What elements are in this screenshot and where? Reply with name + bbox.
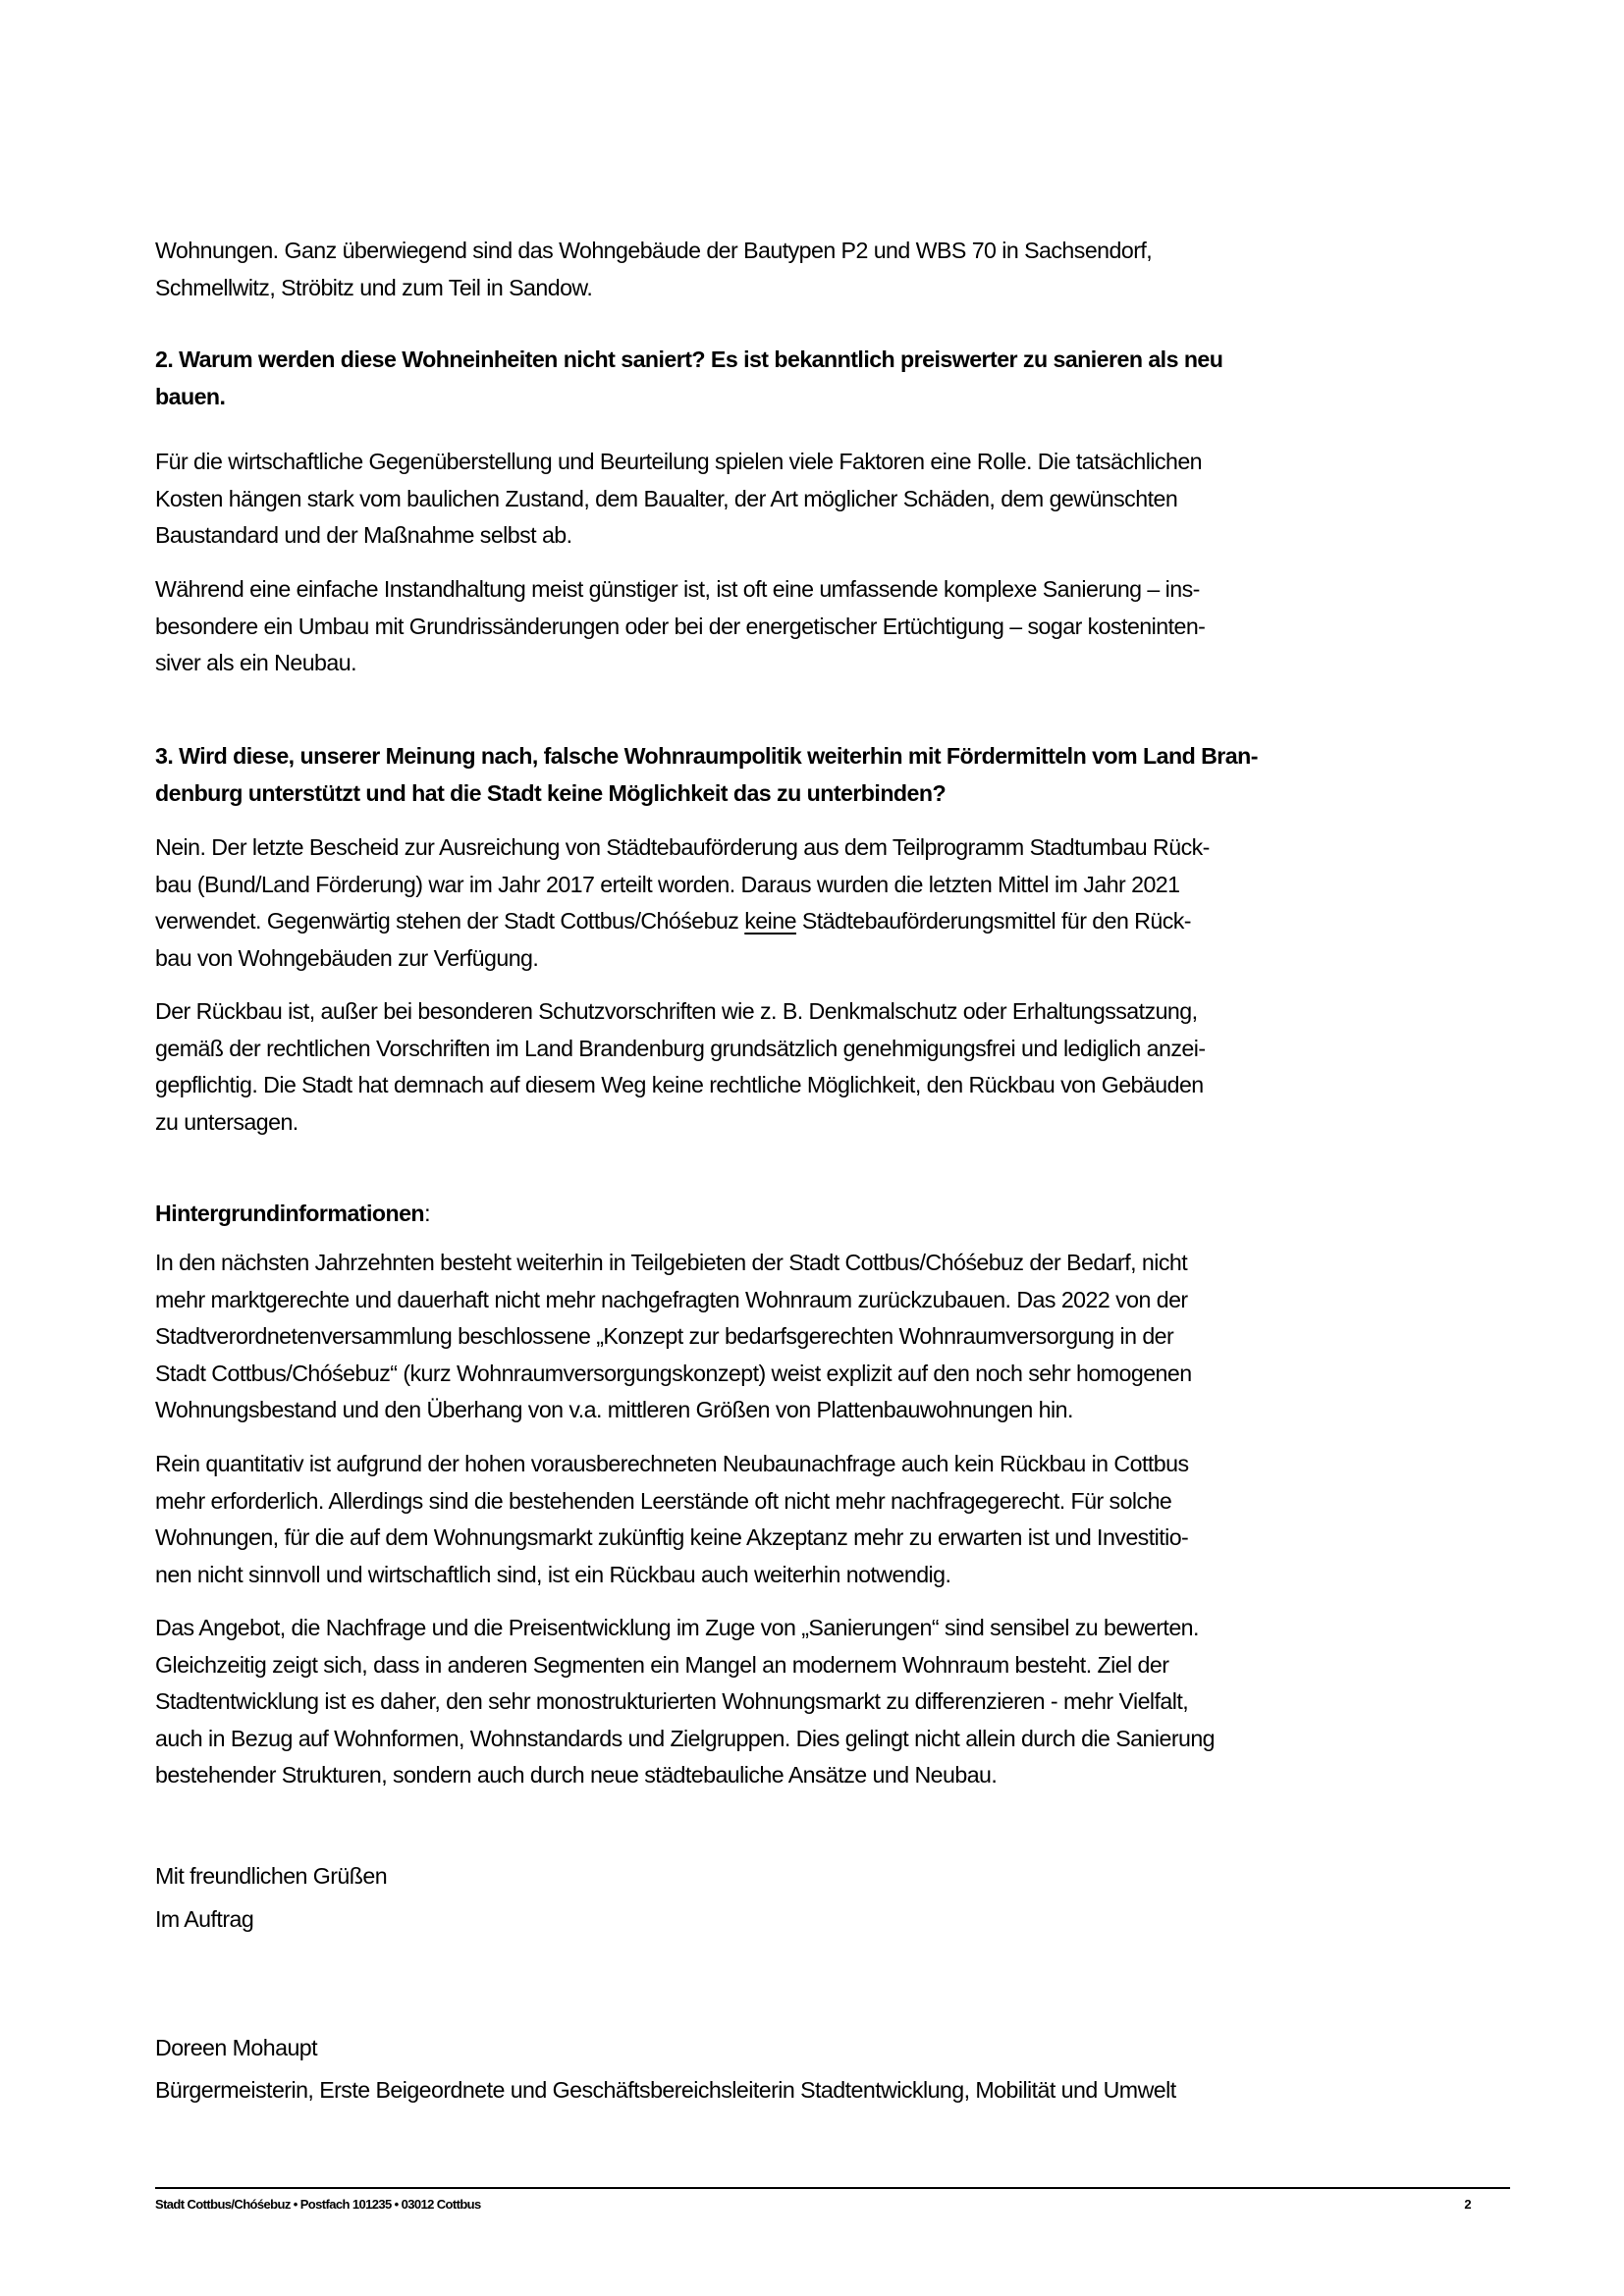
text-line: Während eine einfache Instandhaltung meist günstiger ist, ist oft eine umfassende komplexe Sanierung – ins- [155, 576, 1200, 602]
text-line: Wohnungsbestand und den Überhang von v.a. mittleren Größen von Plattenbauwohnungen hin. [155, 1397, 1073, 1422]
text-line: mehr marktgerechte und dauerhaft nicht mehr nachgefragten Wohnraum zurückzubauen. Das 2022 von der [155, 1286, 1188, 1312]
text-line: Schmellwitz, Ströbitz und zum Teil in Sandow. [155, 274, 593, 300]
text-line: denburg unterstützt und hat die Stadt keine Möglichkeit das zu unterbinden? [155, 779, 947, 806]
text-line: besondere ein Umbau mit Grundrissänderungen oder bei der energetischer Ertüchtigung – sogar kosteninten- [155, 613, 1206, 639]
signer-name: Doreen Mohaupt [155, 2035, 318, 2060]
intro-paragraph [155, 233, 1512, 306]
text-line: mehr erforderlich. Allerdings sind die bestehenden Leerstände oft nicht mehr nachfragegerecht. Für solche [155, 1487, 1172, 1514]
text-line: gemäß der rechtlichen Vorschriften im Land Brandenburg grundsätzlich genehmigungsfrei und lediglich anzei- [155, 1035, 1206, 1061]
background-heading-colon: : [424, 1201, 430, 1226]
text-line: In den nächsten Jahrzehnten besteht weiterhin in Teilgebieten der Stadt Cottbus/Chóśebuz der Bedarf, nicht [155, 1250, 1188, 1275]
text-line: 2. Warum werden diese Wohneinheiten nicht saniert? Es ist bekanntlich preiswerter zu sanieren als neu [155, 347, 1223, 372]
text-line: Gleichzeitig zeigt sich, dass in anderen Segmenten ein Mangel an modernem Wohnraum besteht. Ziel der [155, 1651, 1169, 1678]
question-2-answer-paragraph-1 [155, 444, 1512, 555]
text-line: Stadt Cottbus/Chóśebuz“ (kurz Wohnraumversorgungskonzept) weist explizit auf den noch sehr homogenen [155, 1360, 1192, 1386]
text-line: bauen. [155, 383, 226, 409]
text-line: Rein quantitativ ist aufgrund der hohen vorausberechneten Neubaunachfrage auch kein Rückbau in Cottbus [155, 1451, 1189, 1476]
text-line: gepflichtig. Die Stadt hat demnach auf diesem Weg keine rechtliche Möglichkeit, den Rückbau von Gebäuden [155, 1072, 1204, 1097]
text-line: zu untersagen. [155, 1108, 298, 1135]
text-line: Das Angebot, die Nachfrage und die Preisentwicklung im Zuge von „Sanierungen“ sind sensibel zu bewerten. [155, 1615, 1199, 1640]
text-line: siver als ein Neubau. [155, 650, 356, 675]
question-3-answer-paragraph-2 [155, 993, 1512, 1141]
text-line: bau (Bund/Land Förderung) war im Jahr 2017 erteilt worden. Daraus wurden die letzten Mittel im Jahr 2021 [155, 871, 1180, 897]
question-2-answer-paragraph-2 [155, 571, 1512, 682]
signer-title: Bürgermeisterin, Erste Beigeordnete und Geschäftsbereichsleiterin Stadtentwicklung, Mobilität und Umwelt [155, 2077, 1176, 2103]
text-line: Wohnungen. Ganz überwiegend sind das Wohngebäude der Bautypen P2 und WBS 70 in Sachsendorf, [155, 238, 1153, 263]
footer-address: Stadt Cottbus/Chóśebuz • Postfach 101235 • 03012 Cottbus [155, 2197, 481, 2212]
question-3-heading [155, 738, 1512, 812]
text-line: Kosten hängen stark vom baulichen Zustand, dem Baualter, der Art möglicher Schäden, dem gewünschten [155, 485, 1178, 511]
text-line: Wohnungen, für die auf dem Wohnungsmarkt zukünftig keine Akzeptanz mehr zu erwarten ist und Investitio- [155, 1524, 1189, 1550]
text-line: verwendet. Gegenwärtig stehen der Stadt Cottbus/Chóśebuz [155, 908, 745, 934]
text-line: bau von Wohngebäuden zur Verfügung. [155, 944, 539, 971]
text-line: Der Rückbau ist, außer bei besonderen Schutzvorschriften wie z. B. Denkmalschutz oder Erhaltungssatzung, [155, 998, 1198, 1024]
text-line: Für die wirtschaftliche Gegenüberstellung und Beurteilung spielen viele Faktoren eine Rolle. Die tatsächlichen [155, 449, 1203, 474]
question-3-answer-paragraph-1 [155, 829, 1512, 977]
text-line: Stadtverordnetenversammlung beschlossene „Konzept zur bedarfsgerechten Wohnraumversorgung in der [155, 1323, 1174, 1349]
text-line: Baustandard und der Maßnahme selbst ab. [155, 522, 572, 548]
text-line: auch in Bezug auf Wohnformen, Wohnstandards und Zielgruppen. Dies gelingt nicht allein durch die Sanierung [155, 1725, 1216, 1751]
text-line: Stadtentwicklung ist es daher, den sehr monostrukturierten Wohnungsmarkt zu differenzieren - mehr Vielfalt, [155, 1688, 1189, 1714]
text-line: bestehender Strukturen, sondern auch durch neue städtebauliche Ansätze und Neubau. [155, 1762, 998, 1788]
question-2-heading [155, 342, 1512, 415]
text-line: Städtebauförderungsmittel für den Rück- [795, 908, 1191, 934]
background-paragraph-3 [155, 1610, 1512, 1794]
closing-greeting: Mit freundlichen Grüßen [155, 1863, 388, 1889]
footer-divider [155, 2187, 1510, 2189]
closing-on-behalf: Im Auftrag [155, 1906, 254, 1932]
text-line: 3. Wird diese, unserer Meinung nach, falsche Wohnraumpolitik weiterhin mit Fördermitteln vom Land Bran- [155, 743, 1258, 769]
background-heading [155, 1196, 1512, 1233]
page-footer [155, 2197, 1471, 2212]
underlined-emphasis: keine [744, 908, 796, 934]
background-paragraph-2 [155, 1446, 1512, 1593]
background-paragraph-1 [155, 1245, 1512, 1429]
text-line: Nein. Der letzte Bescheid zur Ausreichung von Städtebauförderung aus dem Teilprogramm Stadtumbau Rück- [155, 834, 1210, 860]
text-line: nen nicht sinnvoll und wirtschaftlich sind, ist ein Rückbau auch weiterhin notwendig. [155, 1561, 951, 1587]
page-number: 2 [1464, 2197, 1471, 2212]
background-heading-text: Hintergrundinformationen [155, 1201, 425, 1226]
